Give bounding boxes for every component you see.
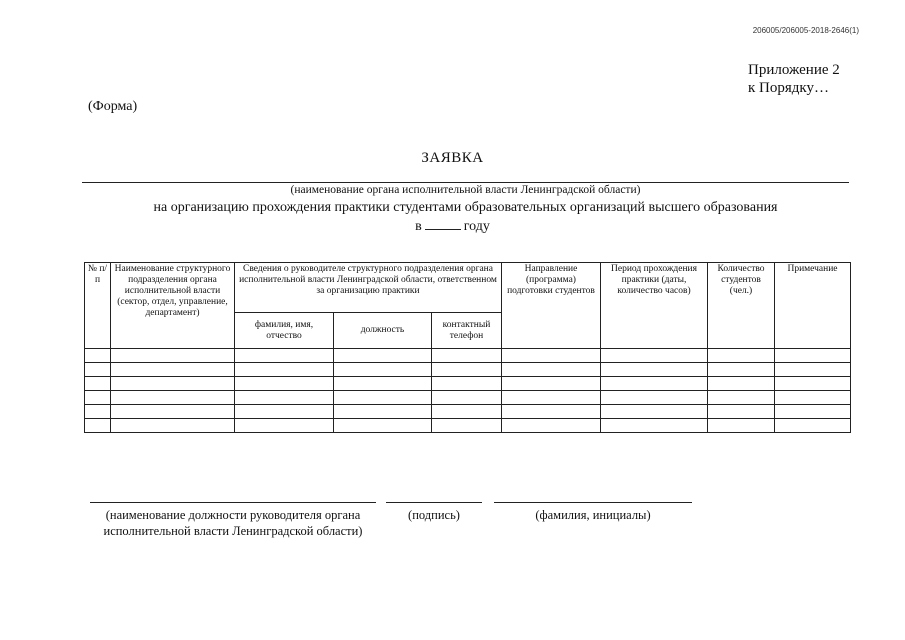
col-fio-header: фамилия, имя, отчество xyxy=(235,313,334,349)
form-label: (Форма) xyxy=(88,99,138,114)
org-name-line xyxy=(82,182,849,183)
signature-line xyxy=(386,502,482,503)
document-number: 206005/206005-2018-2646(1) xyxy=(752,26,859,35)
col-phone-header: контактный телефон xyxy=(432,313,502,349)
col-student-count-header: Количество студентов (чел.) xyxy=(708,263,775,349)
name-signature-line xyxy=(494,502,692,503)
col-direction-header: Направление (программа) подготовки студентов xyxy=(502,263,601,349)
table-row xyxy=(85,419,851,433)
year-suffix: году xyxy=(463,219,490,234)
col-unit-header: Наименование структурного подразделения органа исполнительной власти (сектор, отдел, управление, департамент) xyxy=(111,263,235,349)
table-row xyxy=(85,363,851,377)
page-title: ЗАЯВКА xyxy=(421,150,484,166)
year-line xyxy=(0,217,905,235)
table-row xyxy=(85,391,851,405)
appendix-label: Приложение 2 xyxy=(748,62,840,78)
position-signature-line xyxy=(90,502,376,503)
col-head-info-header: Сведения о руководителе структурного подразделения органа исполнительной власти Ленинградской области, ответственном за организацию практики xyxy=(235,263,502,313)
table-row xyxy=(85,377,851,391)
position-caption: (наименование должности руководителя органа исполнительной власти Ленинградской области) xyxy=(103,508,363,539)
table-row xyxy=(85,349,851,363)
org-name-caption: (наименование органа исполнительной власти Ленинградской области) xyxy=(290,184,641,196)
col-number-header: № п/п xyxy=(85,263,111,349)
col-period-header: Период прохождения практики (даты, количество часов) xyxy=(601,263,708,349)
col-note-header: Примечание xyxy=(775,263,851,349)
application-purpose: на организацию прохождения практики студентами образовательных организаций высшего образования xyxy=(153,200,778,215)
name-caption: (фамилия, инициалы) xyxy=(535,508,651,522)
application-table xyxy=(84,262,851,433)
col-position-header: должность xyxy=(334,313,432,349)
appendix-reference: к Порядку… xyxy=(748,80,829,96)
year-prefix: в xyxy=(415,219,422,234)
year-blank xyxy=(425,217,461,230)
signature-caption: (подпись) xyxy=(408,508,460,522)
table-row xyxy=(85,405,851,419)
